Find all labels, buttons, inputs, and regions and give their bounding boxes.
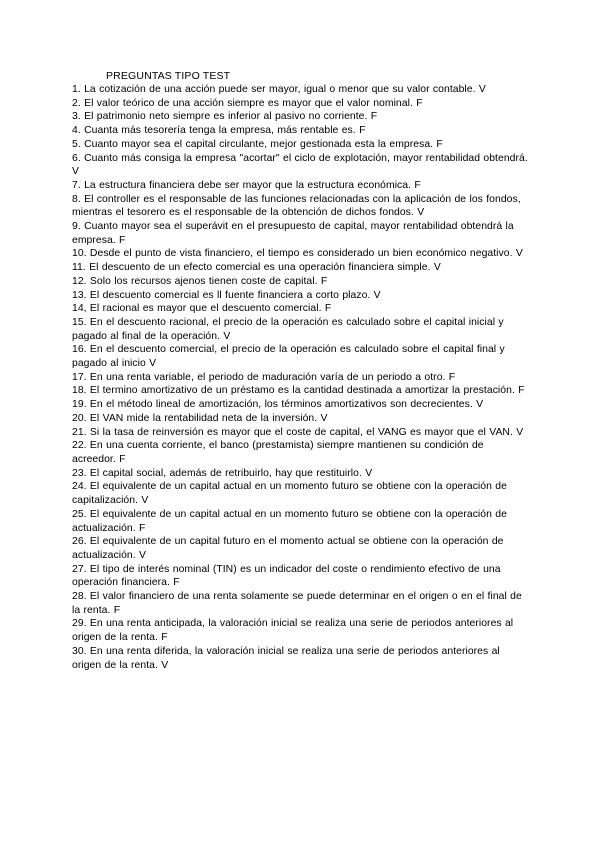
question-10: 10. Desde el punto de vista financiero, el tiempo es considerado un bien económico negativo. V [72, 248, 523, 260]
question-3: 3. El patrimonio neto siempre es inferior al pasivo no corriente. F [72, 111, 378, 123]
question-28: 28. El valor financiero de una renta solamente se puede determinar en el origen o en el final de la renta. F [72, 591, 522, 616]
question-23: 23. El capital social, además de retribuirlo, hay que restituirlo. V [72, 467, 373, 479]
question-14: 14, El racional es mayor que el descuento comercial. F [72, 303, 332, 315]
question-20: 20. El VAN mide la rentabilidad neta de la inversión. V [72, 412, 328, 424]
question-19: 19. En el método lineal de amortización, los términos amortizativos son decrecientes. V [72, 399, 484, 411]
question-21: 21. Si la tasa de reinversión es mayor que el coste de capital, el VANG es mayor que el VAN. V [72, 426, 524, 438]
question-4: 4. Cuanta más tesorería tenga la empresa, más rentable es. F [72, 125, 366, 137]
question-11: 11. El descuento de un efecto comercial es una operación financiera simple. V [72, 262, 441, 274]
question-5: 5. Cuanto mayor sea el capital circulante, mejor gestionada esta la empresa. F [72, 138, 443, 150]
question-30: 30. En una renta diferida, la valoración inicial se realiza una serie de periodos anteriores al origen de la renta. V [72, 645, 500, 671]
question-13: 13. El descuento comercial es ll fuente financiera a corto plazo. V [72, 289, 381, 301]
question-15: 15. En el descuento racional, el precio de la operación es calculado sobre el capital inicial y pagado al final de la operación. V [72, 316, 504, 342]
question-6: 6. Cuanto más consiga la empresa "acortar" el ciclo de explotación, mayor rentabilidad obtendrá. V [72, 152, 528, 178]
question-18: 18. El termino amortizativo de un préstamo es la cantidad destinada a amortizar la prestación. F [72, 385, 525, 397]
question-8: 8. El controller es el responsable de las funciones relacionadas con la aplicación de los fondos, mientras el tesorero es el responsable de la obtención de dichos fondos. V [72, 193, 521, 219]
page-title: PREGUNTAS TIPO TEST [106, 70, 231, 82]
question-26: 26. El equivalente de un capital futuro en el momento actual se obtiene con la operación de actualización. V [72, 536, 504, 561]
question-17: 17. En una renta variable, el periodo de maduración varía de un periodo a otro. F [72, 371, 456, 383]
question-25: 25. El equivalente de un capital actual en un momento futuro se obtiene con la operación de actualización. F [72, 508, 507, 534]
question-22: 22. En una cuenta corriente, el banco (prestamista) siempre mantienen su condición de acreedor. F [72, 440, 484, 465]
question-24: 24. El equivalente de un capital actual en un momento futuro se obtiene con la operación de capitalización. V [72, 481, 507, 507]
question-29: 29. En una renta anticipada, la valoración inicial se realiza una serie de periodos anteriores al origen de la renta. F [72, 618, 514, 644]
question-16: 16. En el descuento comercial, el precio de la operación es calculado sobre el capital final y pagado al inicio V [72, 344, 505, 370]
document-page [72, 70, 528, 672]
question-list [72, 83, 528, 672]
question-2: 2. El valor teórico de una acción siempre es mayor que el valor nominal. F [72, 97, 423, 109]
question-7: 7. La estructura financiera debe ser mayor que la estructura económica. F [72, 179, 421, 191]
question-9: 9. Cuanto mayor sea el superávit en el presupuesto de capital, mayor rentabilidad obtendrá la empresa. F [72, 221, 514, 246]
question-12: 12. Solo los recursos ajenos tienen coste de capital. F [72, 275, 328, 287]
question-27: 27. El tipo de interés nominal (TIN) es un indicador del coste o rendimiento efectivo de una operación financiera. F [72, 563, 501, 589]
question-1: 1. La cotización de una acción puede ser mayor, igual o menor que su valor contable. V [72, 84, 486, 95]
